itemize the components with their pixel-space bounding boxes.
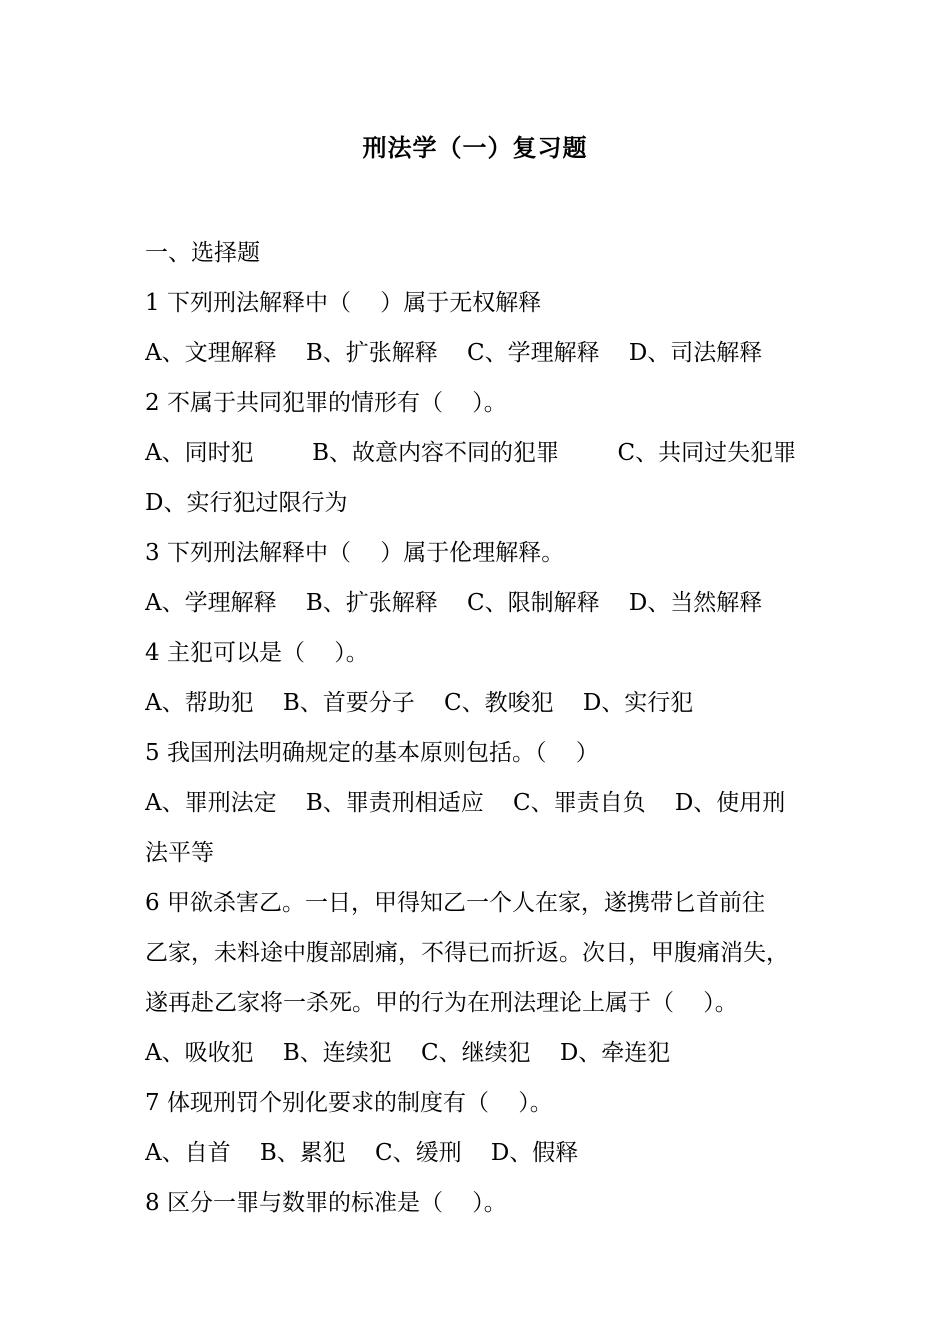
question-1: 1 下列刑法解释中（ ）属于无权解释 [145, 290, 542, 316]
question-6-line-1: 6 甲欲杀害乙。一日，甲得知乙一个人在家，遂携带匕首前往 [145, 890, 765, 916]
question-6-line-3: 遂再赴乙家将一杀死。甲的行为在刑法理论上属于（ ）。 [145, 990, 738, 1016]
question-5: 5 我国刑法明确规定的基本原则包括。（ ） [145, 740, 599, 766]
question-4-options: A、帮助犯 B、首要分子 C、教唆犯 D、实行犯 [145, 690, 694, 716]
question-7: 7 体现刑罚个别化要求的制度有（ ）。 [145, 1090, 553, 1116]
document-body [145, 228, 810, 1228]
question-3: 3 下列刑法解释中（ ）属于伦理解释。 [145, 540, 565, 566]
question-2: 2 不属于共同犯罪的情形有（ ）。 [145, 390, 507, 416]
question-6-line-2: 乙家，未料途中腹部剧痛，不得已而折返。次日，甲腹痛消失， [145, 940, 789, 966]
question-3-options: A、学理解释 B、扩张解释 C、限制解释 D、当然解释 [145, 590, 763, 616]
question-4: 4 主犯可以是（ ）。 [145, 640, 369, 666]
document-title: 刑法学（一）复习题 [362, 133, 588, 162]
question-5-options: A、罪刑法定 B、罪责刑相适应 C、罪责自负 D、使用刑 [145, 790, 786, 816]
question-7-options: A、自首 B、累犯 C、缓刑 D、假释 [145, 1140, 579, 1166]
question-2-options-cont: D、实行犯过限行为 [145, 490, 348, 516]
question-1-options: A、文理解释 B、扩张解释 C、学理解释 D、司法解释 [145, 340, 763, 366]
question-5-options-cont: 法平等 [145, 840, 214, 866]
section-heading: 一、选择题 [145, 240, 260, 266]
question-8: 8 区分一罪与数罪的标准是（ ）。 [145, 1190, 507, 1216]
question-6-options: A、吸收犯 B、连续犯 C、继续犯 D、牵连犯 [145, 1040, 671, 1066]
question-2-options: A、同时犯 B、故意内容不同的犯罪 C、共同过失犯罪 [145, 440, 797, 466]
